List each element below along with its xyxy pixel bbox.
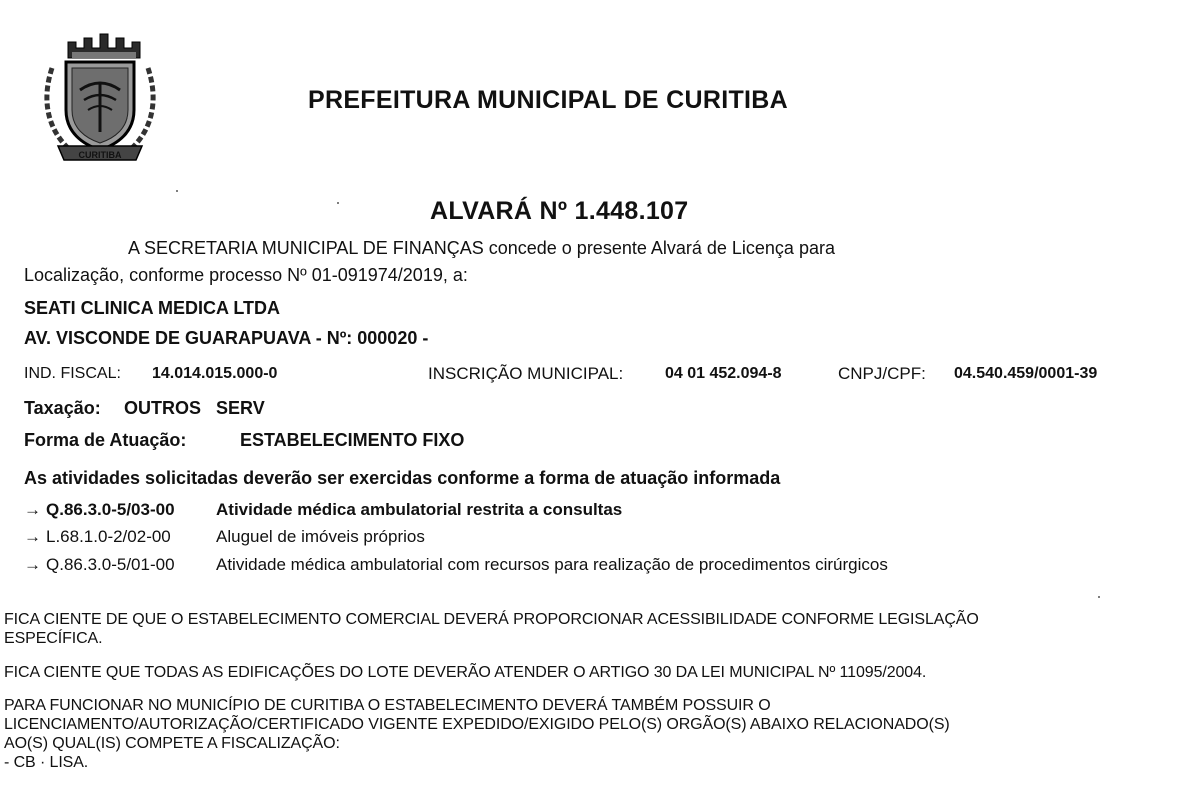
activity-item <box>24 555 888 575</box>
activity-code: Q.86.3.0-5/03-00 <box>46 500 175 519</box>
activity-code: L.68.1.0-2/02-00 <box>46 527 171 546</box>
intro-line-1: A SECRETARIA MUNICIPAL DE FINANÇAS concede o presente Alvará de Licença para <box>128 238 835 258</box>
forma-atuacao-label: Forma de Atuação: <box>24 430 187 450</box>
accessibility-note-line-1: FICA CIENTE DE QUE O ESTABELECIMENTO COMERCIAL DEVERÁ PROPORCIONAR ACESSIBILIDADE CONFORME LEGISLAÇÃO <box>4 611 979 628</box>
arrow-right-icon: → <box>24 555 41 574</box>
licensing-note-line-3: AO(S) QUAL(IS) COMPETE A FISCALIZAÇÃO: <box>4 735 340 752</box>
inscricao-municipal-value: 04 01 452.094-8 <box>665 365 782 382</box>
svg-text:CURITIBA: CURITIBA <box>78 150 122 160</box>
accessibility-note-line-2: ESPECÍFICA. <box>4 630 103 647</box>
licensing-note-line-2: LICENCIAMENTO/AUTORIZAÇÃO/CERTIFICADO VIGENTE EXPEDIDO/EXIGIDO PELO(S) ORGÃO(S) ABAIXO RELACIONADO(S) <box>4 716 950 733</box>
forma-atuacao-value: ESTABELECIMENTO FIXO <box>240 430 465 450</box>
company-name: SEATI CLINICA MEDICA LTDA <box>24 298 280 318</box>
arrow-right-icon: → <box>24 527 41 546</box>
scan-speck <box>176 190 178 192</box>
licensing-note-line-4: - CB · LISA. <box>4 754 89 771</box>
company-address: AV. VISCONDE DE GUARAPUAVA - Nº: 000020 - <box>24 328 429 348</box>
arrow-right-icon: → <box>24 500 41 519</box>
taxacao-label: Taxação: <box>24 398 101 418</box>
activity-item <box>24 527 425 547</box>
activity-description: Atividade médica ambulatorial com recursos para realização de procedimentos cirúrgicos <box>216 555 888 574</box>
municipality-title: PREFEITURA MUNICIPAL DE CURITIBA <box>308 86 788 114</box>
building-note: FICA CIENTE QUE TODAS AS EDIFICAÇÕES DO LOTE DEVERÃO ATENDER O ARTIGO 30 DA LEI MUNICIPAL Nº 11095/2004. <box>4 664 927 681</box>
activity-description: Aluguel de imóveis próprios <box>216 527 425 546</box>
crest-ribbon-label <box>44 146 156 164</box>
document-title: ALVARÁ Nº 1.448.107 <box>430 197 689 225</box>
intro-line-2: Localização, conforme processo Nº 01-091974/2019, a: <box>24 265 468 285</box>
activity-item <box>24 500 622 520</box>
cnpj-cpf-label: CNPJ/CPF: <box>838 364 926 383</box>
licensing-note-line-1: PARA FUNCIONAR NO MUNICÍPIO DE CURITIBA O ESTABELECIMENTO DEVERÁ TAMBÉM POSSUIR O <box>4 697 771 714</box>
activities-heading: As atividades solicitadas deverão ser exercidas conforme a forma de atuação informada <box>24 468 781 488</box>
taxacao-value: OUTROS SERV <box>124 398 265 418</box>
activity-description: Atividade médica ambulatorial restrita a consultas <box>216 500 623 519</box>
scan-speck <box>337 202 339 204</box>
cnpj-cpf-value: 04.540.459/0001-39 <box>954 365 1098 382</box>
scan-speck <box>1098 596 1100 598</box>
ind-fiscal-value: 14.014.015.000-0 <box>152 365 278 382</box>
inscricao-municipal-label: INSCRIÇÃO MUNICIPAL: <box>428 364 624 383</box>
ind-fiscal-label: IND. FISCAL: <box>24 365 121 382</box>
activity-code: Q.86.3.0-5/01-00 <box>46 555 175 574</box>
